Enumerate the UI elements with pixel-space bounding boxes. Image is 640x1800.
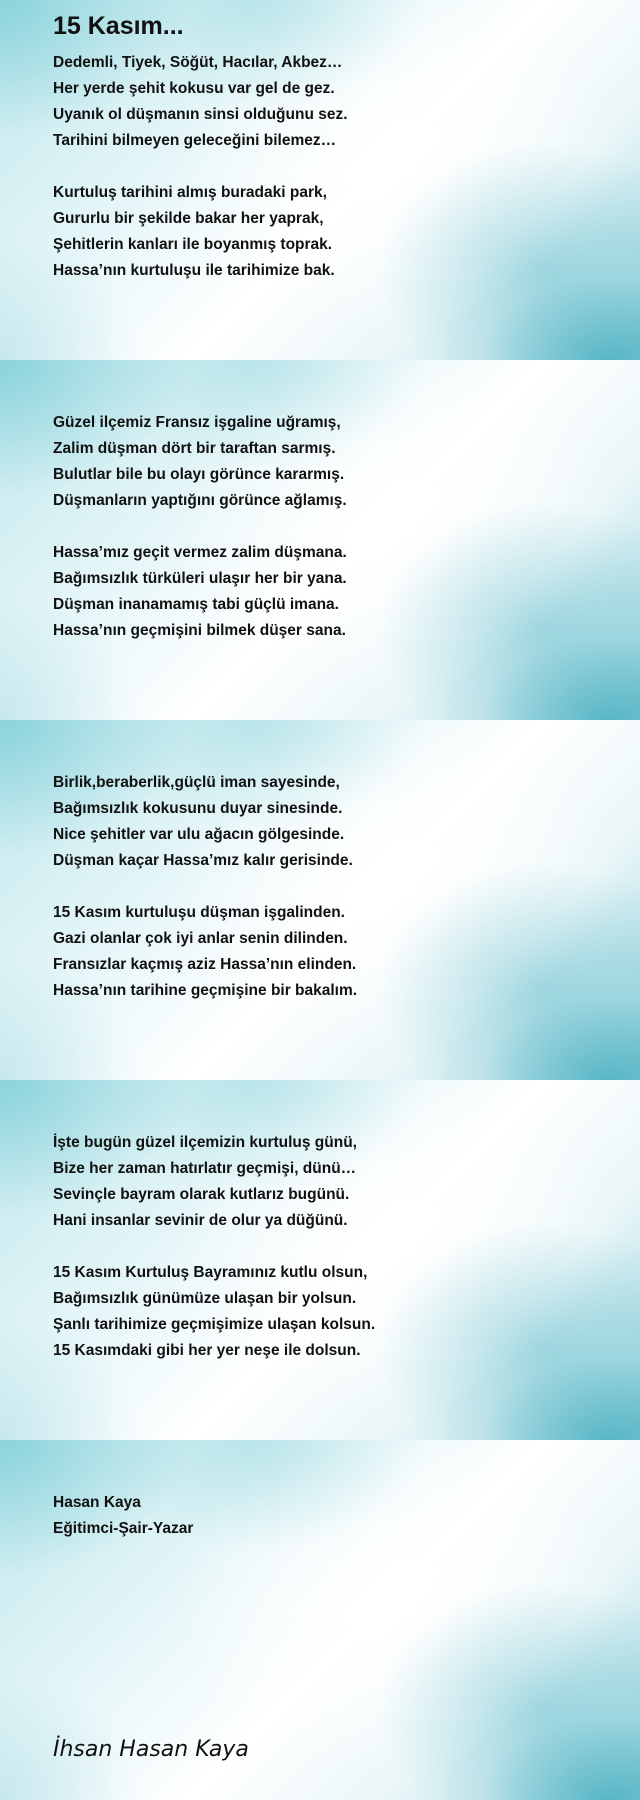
poem-line: Şehitlerin kanları ile boyanmış toprak. xyxy=(53,236,333,253)
poem-line: Bulutlar bile bu olayı görünce kararmış. xyxy=(53,466,345,483)
poem-line: Tarihini bilmeyen geleceğini bilemez… xyxy=(53,132,337,149)
stanza-6 xyxy=(53,900,357,1004)
poem-line: Hassa’mız geçit vermez zalim düşmana. xyxy=(53,544,347,561)
poem-panel-1 xyxy=(0,0,640,360)
stanza-3 xyxy=(53,410,347,514)
poem-line: Bize her zaman hatırlatır geçmişi, dünü… xyxy=(53,1160,357,1177)
poem-line: Fransızlar kaçmış aziz Hassa’nın elinden. xyxy=(53,956,357,973)
poem-panel-3 xyxy=(0,720,640,1080)
stanza-7 xyxy=(53,1130,357,1234)
poem-panel-4 xyxy=(0,1080,640,1440)
poem-line: Dedemli, Tiyek, Söğüt, Hacılar, Akbez… xyxy=(53,54,343,71)
poet-signature: İhsan Hasan Kaya xyxy=(53,1737,249,1762)
author-title: Eğitimci-Şair-Yazar xyxy=(53,1520,194,1537)
poem-line: Düşman inanamamış tabi güçlü imana. xyxy=(53,596,339,613)
poem-line: 15 Kasım kurtuluşu düşman işgalinden. xyxy=(53,904,345,921)
stanza-5 xyxy=(53,770,353,874)
stanza-1 xyxy=(53,50,348,154)
stanza-2 xyxy=(53,180,335,284)
poem-line: Bağımsızlık kokusunu duyar sinesinde. xyxy=(53,800,343,817)
author-name: Hasan Kaya xyxy=(53,1494,141,1511)
poem-title: 15 Kasım... xyxy=(53,12,184,40)
poem-panel-5 xyxy=(0,1440,640,1800)
author-block xyxy=(53,1490,193,1542)
poem-line: Hassa’nın kurtuluşu ile tarihimize bak. xyxy=(53,262,335,279)
poem-panel-2 xyxy=(0,360,640,720)
poem-line: 15 Kasımdaki gibi her yer neşe ile dolsun. xyxy=(53,1342,361,1359)
poem-line: Gazi olanlar çok iyi anlar senin dilinden. xyxy=(53,930,348,947)
poem-line: Birlik,beraberlik,güçlü iman sayesinde, xyxy=(53,774,340,791)
poem-line: Düşmanların yaptığını görünce ağlamış. xyxy=(53,492,347,509)
poem-line: Sevinçle bayram olarak kutlarız bugünü. xyxy=(53,1186,350,1203)
poem-line: Düşman kaçar Hassa’mız kalır gerisinde. xyxy=(53,852,353,869)
poem-line: Bağımsızlık türküleri ulaşır her bir yana. xyxy=(53,570,347,587)
poem-line: Hani insanlar sevinir de olur ya düğünü. xyxy=(53,1212,348,1229)
poem-line: Zalim düşman dört bir taraftan sarmış. xyxy=(53,440,336,457)
poem-line: Uyanık ol düşmanın sinsi olduğunu sez. xyxy=(53,106,348,123)
stanza-4 xyxy=(53,540,347,644)
stanza-8 xyxy=(53,1260,375,1364)
poem-line: Hassa’nın geçmişini bilmek düşer sana. xyxy=(53,622,346,639)
poem-line: Hassa’nın tarihine geçmişine bir bakalım. xyxy=(53,982,358,999)
poem-line: Nice şehitler var ulu ağacın gölgesinde. xyxy=(53,826,345,843)
poem-line: Bağımsızlık günümüze ulaşan bir yolsun. xyxy=(53,1290,357,1307)
poem-line: Kurtuluş tarihini almış buradaki park, xyxy=(53,184,327,201)
poem-line: Şanlı tarihimize geçmişimize ulaşan kolsun. xyxy=(53,1316,376,1333)
poem-line: Güzel ilçemiz Fransız işgaline uğramış, xyxy=(53,414,341,431)
poem-line: İşte bugün güzel ilçemizin kurtuluş günü, xyxy=(53,1134,357,1151)
poem-line: Her yerde şehit kokusu var gel de gez. xyxy=(53,80,335,97)
poem-line: 15 Kasım Kurtuluş Bayramınız kutlu olsun, xyxy=(53,1264,368,1281)
poem-line: Gururlu bir şekilde bakar her yaprak, xyxy=(53,210,324,227)
